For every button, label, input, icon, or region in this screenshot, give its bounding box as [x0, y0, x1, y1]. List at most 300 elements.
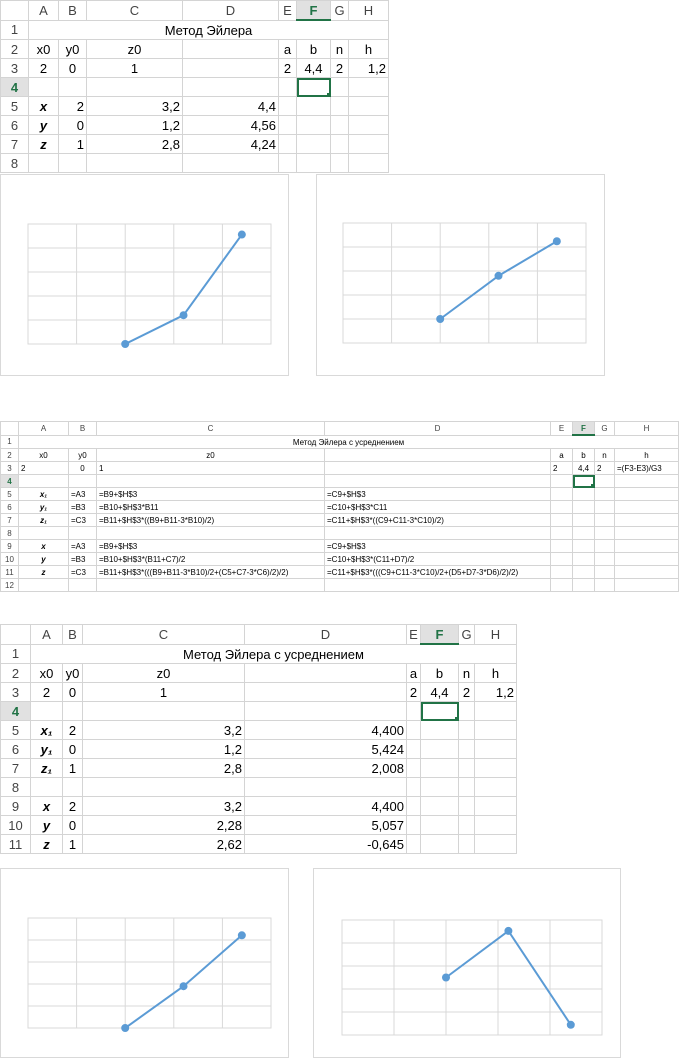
row-header[interactable]: 7 — [1, 514, 19, 527]
column-header-h[interactable]: H — [349, 1, 389, 21]
cell[interactable] — [615, 501, 679, 514]
cell[interactable] — [459, 835, 475, 854]
cell[interactable] — [615, 540, 679, 553]
row-label[interactable]: x — [29, 97, 59, 116]
sheet-title[interactable]: Метод Эйлера — [29, 20, 389, 40]
cell[interactable]: 1 — [63, 759, 83, 778]
cell[interactable]: =B10+$H$3*B11 — [97, 501, 325, 514]
column-header-g[interactable]: G — [595, 422, 615, 436]
cell[interactable] — [459, 721, 475, 740]
cell[interactable] — [83, 702, 245, 721]
cell[interactable]: 2 — [63, 721, 83, 740]
cell[interactable]: y0 — [69, 449, 97, 462]
cell[interactable]: 1,2 — [349, 59, 389, 78]
cell[interactable]: 5,057 — [245, 816, 407, 835]
row-header[interactable]: 4 — [1, 78, 29, 97]
row-header[interactable]: 5 — [1, 721, 31, 740]
cell[interactable]: 0 — [59, 116, 87, 135]
cell[interactable]: h — [349, 40, 389, 59]
row-header[interactable]: 4 — [1, 475, 19, 488]
cell[interactable] — [331, 78, 349, 97]
cell[interactable]: 4,56 — [183, 116, 279, 135]
cell[interactable] — [331, 135, 349, 154]
cell[interactable] — [59, 154, 87, 173]
cell[interactable]: 2 — [595, 462, 615, 475]
cell[interactable] — [573, 540, 595, 553]
cell[interactable] — [29, 78, 59, 97]
column-header-f[interactable]: F — [573, 422, 595, 436]
cell[interactable] — [279, 135, 297, 154]
cell[interactable]: =(F3-E3)/G3 — [615, 462, 679, 475]
data-point[interactable] — [442, 974, 450, 982]
cell[interactable]: =C3 — [69, 566, 97, 579]
row-label[interactable]: z — [31, 835, 63, 854]
cell[interactable] — [595, 527, 615, 540]
row-header[interactable]: 5 — [1, 97, 29, 116]
column-header-g[interactable]: G — [459, 625, 475, 645]
column-header-h[interactable]: H — [615, 422, 679, 436]
corner-cell[interactable] — [1, 1, 29, 21]
cell[interactable] — [475, 778, 517, 797]
cell[interactable] — [349, 116, 389, 135]
cell[interactable] — [615, 488, 679, 501]
cell[interactable] — [69, 475, 97, 488]
cell[interactable]: x0 — [31, 664, 63, 683]
cell[interactable] — [407, 759, 421, 778]
data-point[interactable] — [504, 927, 512, 935]
cell[interactable]: =C11+$H$3*(((C9+C11-3*C10)/2+(D5+D7-3*D6)/2)/2) — [325, 566, 551, 579]
sheet-title[interactable]: Метод Эйлера с усреднением — [31, 644, 517, 664]
cell[interactable]: 2 — [459, 683, 475, 702]
cell[interactable] — [421, 740, 459, 759]
data-point[interactable] — [567, 1021, 575, 1029]
cell[interactable]: z0 — [83, 664, 245, 683]
cell[interactable]: h — [475, 664, 517, 683]
cell[interactable] — [551, 566, 573, 579]
cell[interactable]: =B9+$H$3 — [97, 488, 325, 501]
cell[interactable]: 2 — [407, 683, 421, 702]
row-label[interactable]: x — [19, 540, 69, 553]
column-header-c[interactable]: C — [83, 625, 245, 645]
cell[interactable] — [349, 135, 389, 154]
cell[interactable] — [245, 664, 407, 683]
cell[interactable] — [407, 721, 421, 740]
cell[interactable] — [245, 702, 407, 721]
cell[interactable] — [69, 527, 97, 540]
cell[interactable] — [573, 579, 595, 592]
active-cell[interactable] — [421, 702, 459, 721]
row-header[interactable]: 12 — [1, 579, 19, 592]
cell[interactable] — [29, 154, 59, 173]
cell[interactable]: 1 — [59, 135, 87, 154]
cell[interactable]: 0 — [63, 740, 83, 759]
column-header-a[interactable]: A — [31, 625, 63, 645]
cell[interactable] — [459, 702, 475, 721]
cell[interactable] — [615, 527, 679, 540]
cell[interactable] — [475, 835, 517, 854]
cell[interactable] — [573, 566, 595, 579]
cell[interactable] — [615, 475, 679, 488]
data-point[interactable] — [553, 237, 561, 245]
data-point[interactable] — [238, 931, 246, 939]
cell[interactable]: n — [595, 449, 615, 462]
cell[interactable]: =C10+$H$3*C11 — [325, 501, 551, 514]
column-header-d[interactable]: D — [325, 422, 551, 436]
cell[interactable] — [475, 721, 517, 740]
row-label[interactable]: y — [19, 553, 69, 566]
cell[interactable]: a — [279, 40, 297, 59]
cell[interactable]: =B11+$H$3*(((B9+B11-3*B10)/2+(C5+C7-3*C6)/2)/2) — [97, 566, 325, 579]
cell[interactable] — [551, 514, 573, 527]
row-header[interactable]: 4 — [1, 702, 31, 721]
column-header-b[interactable]: B — [59, 1, 87, 21]
cell[interactable]: x0 — [19, 449, 69, 462]
cell[interactable]: 0 — [59, 59, 87, 78]
cell[interactable] — [407, 702, 421, 721]
cell[interactable]: h — [615, 449, 679, 462]
cell[interactable]: y0 — [63, 664, 83, 683]
cell[interactable]: a — [407, 664, 421, 683]
cell[interactable] — [595, 501, 615, 514]
cell[interactable] — [183, 154, 279, 173]
column-header-b[interactable]: B — [69, 422, 97, 436]
cell[interactable] — [331, 154, 349, 173]
row-header[interactable]: 3 — [1, 683, 31, 702]
row-label[interactable]: y₁ — [19, 501, 69, 514]
cell[interactable]: 4,400 — [245, 721, 407, 740]
cell[interactable]: 2 — [19, 462, 69, 475]
cell[interactable] — [573, 553, 595, 566]
cell[interactable]: 2 — [331, 59, 349, 78]
column-header-a[interactable]: A — [29, 1, 59, 21]
row-header[interactable]: 3 — [1, 462, 19, 475]
cell[interactable]: 2 — [63, 797, 83, 816]
cell[interactable] — [183, 78, 279, 97]
row-label[interactable]: y — [31, 816, 63, 835]
cell[interactable] — [19, 527, 69, 540]
cell[interactable]: =C11+$H$3*((C9+C11-3*C10)/2) — [325, 514, 551, 527]
cell[interactable] — [551, 475, 573, 488]
cell[interactable]: =C3 — [69, 514, 97, 527]
cell[interactable] — [331, 97, 349, 116]
row-header[interactable]: 1 — [1, 644, 31, 664]
cell[interactable] — [551, 553, 573, 566]
cell[interactable] — [19, 579, 69, 592]
cell[interactable] — [297, 116, 331, 135]
cell[interactable] — [421, 778, 459, 797]
data-point[interactable] — [180, 311, 188, 319]
row-header[interactable]: 2 — [1, 40, 29, 59]
row-label[interactable]: z₁ — [31, 759, 63, 778]
cell[interactable] — [31, 778, 63, 797]
cell[interactable] — [615, 514, 679, 527]
active-cell[interactable] — [297, 78, 331, 97]
cell[interactable]: 2,28 — [83, 816, 245, 835]
corner-cell[interactable] — [1, 422, 19, 436]
column-header-b[interactable]: B — [63, 625, 83, 645]
cell[interactable]: 3,2 — [87, 97, 183, 116]
cell[interactable] — [63, 778, 83, 797]
chart-z-averaged[interactable] — [313, 868, 621, 1058]
corner-cell[interactable] — [1, 625, 31, 645]
cell[interactable] — [279, 154, 297, 173]
column-header-e[interactable]: E — [407, 625, 421, 645]
cell[interactable] — [245, 683, 407, 702]
cell[interactable] — [615, 566, 679, 579]
cell[interactable] — [595, 553, 615, 566]
cell[interactable]: 2,62 — [83, 835, 245, 854]
cell[interactable] — [87, 154, 183, 173]
cell[interactable] — [573, 501, 595, 514]
cell[interactable] — [551, 501, 573, 514]
cell[interactable] — [97, 527, 325, 540]
column-header-c[interactable]: C — [97, 422, 325, 436]
cell[interactable] — [595, 540, 615, 553]
cell[interactable] — [279, 78, 297, 97]
data-point[interactable] — [121, 340, 129, 348]
row-label[interactable]: x — [31, 797, 63, 816]
row-header[interactable]: 5 — [1, 488, 19, 501]
row-header[interactable]: 8 — [1, 527, 19, 540]
cell[interactable] — [183, 59, 279, 78]
cell[interactable]: =B11+$H$3*((B9+B11-3*B10)/2) — [97, 514, 325, 527]
cell[interactable] — [63, 702, 83, 721]
cell[interactable] — [349, 78, 389, 97]
row-header[interactable]: 1 — [1, 435, 19, 449]
row-header[interactable]: 6 — [1, 116, 29, 135]
cell[interactable] — [551, 527, 573, 540]
cell[interactable] — [615, 553, 679, 566]
cell[interactable]: 0 — [63, 683, 83, 702]
cell[interactable]: 2 — [59, 97, 87, 116]
row-header[interactable]: 11 — [1, 566, 19, 579]
cell[interactable]: 1,2 — [475, 683, 517, 702]
column-header-f[interactable]: F — [297, 1, 331, 21]
row-header[interactable]: 6 — [1, 501, 19, 514]
cell[interactable] — [551, 579, 573, 592]
active-cell[interactable] — [573, 475, 595, 488]
cell[interactable] — [297, 135, 331, 154]
cell[interactable] — [421, 835, 459, 854]
row-label[interactable]: z₁ — [19, 514, 69, 527]
cell[interactable]: -0,645 — [245, 835, 407, 854]
cell[interactable] — [407, 816, 421, 835]
cell[interactable] — [407, 835, 421, 854]
row-label[interactable]: x₁ — [19, 488, 69, 501]
cell[interactable]: 4,4 — [183, 97, 279, 116]
chart-y-averaged[interactable] — [0, 868, 289, 1058]
cell[interactable] — [475, 816, 517, 835]
column-header-h[interactable]: H — [475, 625, 517, 645]
cell[interactable]: 2 — [31, 683, 63, 702]
cell[interactable] — [475, 797, 517, 816]
cell[interactable]: y0 — [59, 40, 87, 59]
cell[interactable]: 2 — [29, 59, 59, 78]
cell[interactable]: z0 — [97, 449, 325, 462]
cell[interactable] — [421, 816, 459, 835]
row-header[interactable]: 2 — [1, 449, 19, 462]
cell[interactable] — [87, 78, 183, 97]
cell[interactable] — [183, 40, 279, 59]
cell[interactable] — [595, 475, 615, 488]
row-header[interactable]: 9 — [1, 797, 31, 816]
cell[interactable] — [97, 475, 325, 488]
column-header-f[interactable]: F — [421, 625, 459, 645]
cell[interactable] — [325, 449, 551, 462]
row-header[interactable]: 10 — [1, 816, 31, 835]
cell[interactable]: =C9+$H$3 — [325, 488, 551, 501]
cell[interactable]: 5,424 — [245, 740, 407, 759]
cell[interactable] — [459, 740, 475, 759]
cell[interactable] — [297, 154, 331, 173]
cell[interactable]: 1 — [83, 683, 245, 702]
cell[interactable]: =B9+$H$3 — [97, 540, 325, 553]
cell[interactable]: =C9+$H$3 — [325, 540, 551, 553]
cell[interactable] — [595, 488, 615, 501]
cell[interactable] — [407, 797, 421, 816]
cell[interactable] — [69, 579, 97, 592]
column-header-e[interactable]: E — [551, 422, 573, 436]
cell[interactable] — [407, 778, 421, 797]
cell[interactable]: 4,4 — [421, 683, 459, 702]
cell[interactable] — [551, 488, 573, 501]
cell[interactable]: 2,8 — [83, 759, 245, 778]
column-header-e[interactable]: E — [279, 1, 297, 21]
cell[interactable]: 1,2 — [87, 116, 183, 135]
column-header-a[interactable]: A — [19, 422, 69, 436]
cell[interactable] — [459, 816, 475, 835]
cell[interactable]: =A3 — [69, 540, 97, 553]
cell[interactable] — [615, 579, 679, 592]
row-header[interactable]: 6 — [1, 740, 31, 759]
cell[interactable] — [325, 462, 551, 475]
cell[interactable] — [325, 475, 551, 488]
row-label[interactable]: z — [19, 566, 69, 579]
cell[interactable] — [97, 579, 325, 592]
cell[interactable] — [459, 759, 475, 778]
cell[interactable] — [595, 514, 615, 527]
cell[interactable] — [573, 488, 595, 501]
row-header[interactable]: 8 — [1, 778, 31, 797]
cell[interactable]: 0 — [69, 462, 97, 475]
cell[interactable] — [325, 527, 551, 540]
cell[interactable] — [31, 702, 63, 721]
cell[interactable]: 4,4 — [573, 462, 595, 475]
cell[interactable] — [459, 797, 475, 816]
sheet-title[interactable]: Метод Эйлера с усреднением — [19, 435, 679, 449]
cell[interactable]: =B10+$H$3*(B11+C7)/2 — [97, 553, 325, 566]
row-header[interactable]: 7 — [1, 135, 29, 154]
cell[interactable] — [279, 97, 297, 116]
cell[interactable] — [551, 540, 573, 553]
row-header[interactable]: 10 — [1, 553, 19, 566]
cell[interactable]: 2,008 — [245, 759, 407, 778]
cell[interactable] — [349, 97, 389, 116]
cell[interactable] — [407, 740, 421, 759]
cell[interactable] — [421, 797, 459, 816]
cell[interactable]: 3,2 — [83, 721, 245, 740]
cell[interactable]: n — [459, 664, 475, 683]
row-header[interactable]: 2 — [1, 664, 31, 683]
chart-y[interactable] — [0, 174, 289, 376]
cell[interactable]: 4,4 — [297, 59, 331, 78]
cell[interactable]: 4,400 — [245, 797, 407, 816]
row-header[interactable]: 3 — [1, 59, 29, 78]
cell[interactable]: 3,2 — [83, 797, 245, 816]
cell[interactable] — [19, 475, 69, 488]
cell[interactable]: z0 — [87, 40, 183, 59]
data-point[interactable] — [495, 272, 503, 280]
chart-z[interactable] — [316, 174, 605, 376]
cell[interactable]: 1 — [87, 59, 183, 78]
cell[interactable] — [475, 740, 517, 759]
cell[interactable] — [279, 116, 297, 135]
row-header[interactable]: 7 — [1, 759, 31, 778]
cell[interactable]: b — [297, 40, 331, 59]
cell[interactable]: n — [331, 40, 349, 59]
cell[interactable] — [475, 702, 517, 721]
cell[interactable]: x0 — [29, 40, 59, 59]
row-label[interactable]: y₁ — [31, 740, 63, 759]
column-header-d[interactable]: D — [245, 625, 407, 645]
row-header[interactable]: 9 — [1, 540, 19, 553]
cell[interactable] — [573, 527, 595, 540]
cell[interactable] — [595, 566, 615, 579]
cell[interactable]: =B3 — [69, 501, 97, 514]
cell[interactable] — [595, 579, 615, 592]
cell[interactable]: 1 — [63, 835, 83, 854]
cell[interactable]: =B3 — [69, 553, 97, 566]
cell[interactable]: b — [573, 449, 595, 462]
cell[interactable] — [573, 514, 595, 527]
cell[interactable] — [331, 116, 349, 135]
column-header-g[interactable]: G — [331, 1, 349, 21]
cell[interactable]: 2 — [551, 462, 573, 475]
cell[interactable] — [297, 97, 331, 116]
cell[interactable]: 2 — [279, 59, 297, 78]
cell[interactable]: 4,24 — [183, 135, 279, 154]
cell[interactable] — [59, 78, 87, 97]
cell[interactable]: 1 — [97, 462, 325, 475]
column-header-c[interactable]: C — [87, 1, 183, 21]
row-header[interactable]: 1 — [1, 20, 29, 40]
cell[interactable]: b — [421, 664, 459, 683]
cell[interactable] — [421, 759, 459, 778]
data-point[interactable] — [238, 231, 246, 239]
cell[interactable]: =A3 — [69, 488, 97, 501]
cell[interactable]: 0 — [63, 816, 83, 835]
row-label[interactable]: x₁ — [31, 721, 63, 740]
row-header[interactable]: 8 — [1, 154, 29, 173]
data-point[interactable] — [180, 982, 188, 990]
cell[interactable] — [349, 154, 389, 173]
data-point[interactable] — [436, 315, 444, 323]
row-label[interactable]: z — [29, 135, 59, 154]
cell[interactable]: 1,2 — [83, 740, 245, 759]
data-point[interactable] — [121, 1024, 129, 1032]
row-header[interactable]: 11 — [1, 835, 31, 854]
cell[interactable]: 2,8 — [87, 135, 183, 154]
column-header-d[interactable]: D — [183, 1, 279, 21]
cell[interactable] — [459, 778, 475, 797]
row-label[interactable]: y — [29, 116, 59, 135]
cell[interactable]: a — [551, 449, 573, 462]
cell[interactable] — [475, 759, 517, 778]
cell[interactable] — [325, 579, 551, 592]
cell[interactable] — [83, 778, 245, 797]
cell[interactable] — [421, 721, 459, 740]
cell[interactable]: =C10+$H$3*(C11+D7)/2 — [325, 553, 551, 566]
